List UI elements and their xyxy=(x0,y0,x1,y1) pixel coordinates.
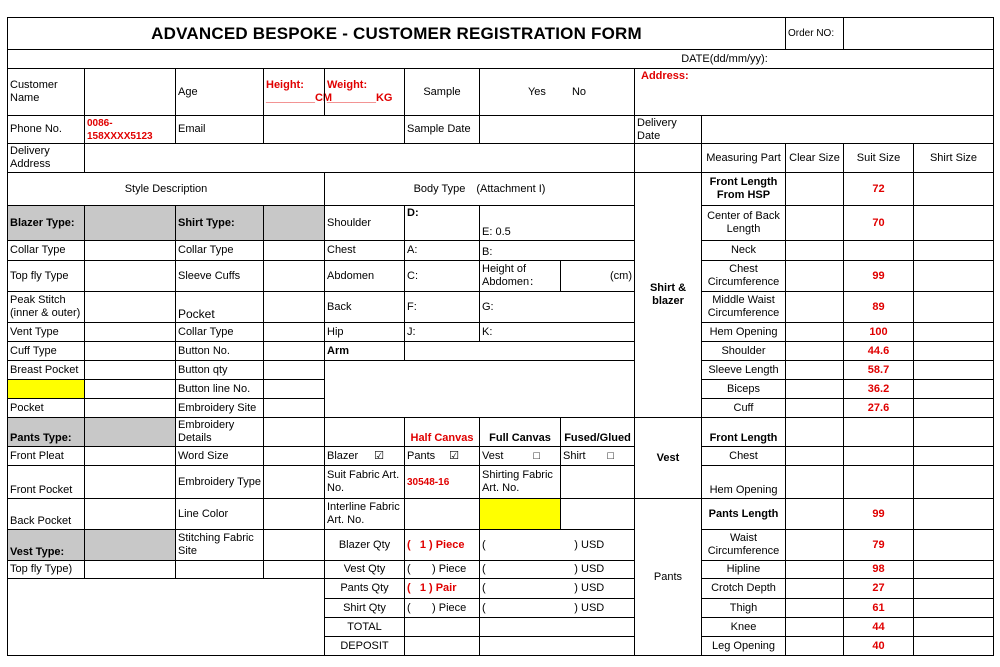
total-field[interactable] xyxy=(404,617,480,637)
qty-field[interactable]: ( ) Piece xyxy=(404,560,480,579)
blazer-item-label xyxy=(7,379,85,399)
shirt-size-field[interactable] xyxy=(913,398,994,418)
shirt-option-label: Shirt xyxy=(563,449,586,462)
line-color-label: Line Color xyxy=(175,498,264,530)
shirt-size-field[interactable] xyxy=(913,446,994,466)
total-price-field[interactable] xyxy=(479,617,635,637)
clear-size-field[interactable] xyxy=(785,617,844,637)
qty-field[interactable]: ( 1 ) Piece xyxy=(404,529,480,561)
price-field[interactable]: ( ) USD xyxy=(479,578,635,599)
interline-fabric-label: Interline Fabric Art. No. xyxy=(324,498,405,530)
word-size-field[interactable] xyxy=(263,446,325,466)
suit-size-value[interactable]: 98 xyxy=(843,560,914,579)
blazer-item-label: Breast Pocket xyxy=(7,360,85,380)
suit-size-value[interactable] xyxy=(843,417,914,447)
shirt-size-field[interactable] xyxy=(913,379,994,399)
checkbox-icon: ☑ xyxy=(449,449,459,462)
qty-label: Pants Qty xyxy=(324,578,405,599)
deposit-price-field[interactable] xyxy=(479,636,635,656)
price-field[interactable]: ( ) USD xyxy=(479,598,635,618)
shirt-item-label: Embroidery Site xyxy=(175,398,264,418)
half-canvas-label: Half Canvas xyxy=(404,417,480,447)
shirt-item-field[interactable] xyxy=(263,379,325,399)
measuring-part-label: Front Length xyxy=(701,417,786,447)
clear-size-field[interactable] xyxy=(785,417,844,447)
deposit-field[interactable] xyxy=(404,636,480,656)
vest-canvas-option[interactable] xyxy=(479,446,561,466)
deposit-label: DEPOSIT xyxy=(324,636,405,656)
body-e: E: 0.5 xyxy=(479,205,635,241)
sample-date-label: Sample Date xyxy=(404,115,480,144)
clear-size-field[interactable] xyxy=(785,291,844,323)
blazer-item-field[interactable] xyxy=(84,240,176,261)
measuring-part-label: Cuff xyxy=(701,398,786,418)
embroidery-details-field[interactable] xyxy=(263,417,325,447)
measuring-part-label: Thigh xyxy=(701,598,786,618)
vest-group-label: Vest xyxy=(634,417,702,499)
qty-label: Vest Qty xyxy=(324,560,405,579)
measuring-part-label: Hem Opening xyxy=(701,465,786,499)
word-size-label: Word Size xyxy=(175,446,264,466)
measuring-part-label: Hem Opening xyxy=(701,322,786,342)
embroidery-details-label: Embroidery Details xyxy=(175,417,264,447)
line-color-field[interactable] xyxy=(263,498,325,530)
suit-size-value[interactable]: 61 xyxy=(843,598,914,618)
measuring-part-label: Biceps xyxy=(701,379,786,399)
shirt-size-field[interactable] xyxy=(913,291,994,323)
pants-item-field[interactable] xyxy=(84,465,176,499)
measuring-part-label: Hipline xyxy=(701,560,786,579)
clear-size-field[interactable] xyxy=(785,529,844,561)
suit-size-value[interactable]: 99 xyxy=(843,498,914,530)
suit-size-value[interactable] xyxy=(843,446,914,466)
suit-size-value[interactable] xyxy=(843,465,914,499)
shirt-size-field[interactable] xyxy=(913,598,994,618)
suit-size-value[interactable]: 27.6 xyxy=(843,398,914,418)
blazer-item-field[interactable] xyxy=(84,398,176,418)
pants-group-label: Pants xyxy=(634,498,702,656)
suit-fabric-label: Suit Fabric Art. No. xyxy=(324,465,405,499)
shirt-blazer-group-label: Shirt & blazer xyxy=(634,172,702,418)
sample-no-option: No xyxy=(571,85,586,98)
weight-field[interactable] xyxy=(324,68,405,116)
shirt-type-field xyxy=(263,205,325,241)
shirt-item-label: Collar Type xyxy=(175,240,264,261)
style-description-header: Style Description xyxy=(7,172,325,206)
clear-size-field[interactable] xyxy=(785,360,844,380)
shirt-item-field[interactable] xyxy=(263,260,325,292)
shirt-size-header: Shirt Size xyxy=(913,143,994,173)
measuring-part-label: Neck xyxy=(701,240,786,261)
suit-size-value[interactable]: 36.2 xyxy=(843,379,914,399)
height-unit: ________CM xyxy=(266,92,333,104)
delivery-date-field[interactable] xyxy=(701,115,994,144)
blazer-item-field[interactable] xyxy=(84,341,176,361)
pants-canvas-option[interactable] xyxy=(404,446,480,466)
vest-option-label: Vest xyxy=(482,449,504,462)
shirt-item-label: Collar Type xyxy=(175,322,264,342)
embroidery-type-label: Embroidery Type xyxy=(175,465,264,499)
order-no-field[interactable] xyxy=(843,17,994,50)
abdomen-label: Abdomen xyxy=(324,260,405,292)
shirt-size-field[interactable] xyxy=(913,465,994,499)
measuring-part-label: Sleeve Length xyxy=(701,360,786,380)
shirt-size-field[interactable] xyxy=(913,322,994,342)
suit-size-value[interactable]: 99 xyxy=(843,260,914,292)
shirting-fabric-label: Shirting Fabric Art. No. xyxy=(479,465,561,499)
clear-size-field[interactable] xyxy=(785,498,844,530)
measuring-part-label: Pants Length xyxy=(701,498,786,530)
measuring-part-label: Crotch Depth xyxy=(701,578,786,599)
measuring-part-label: Front Length From HSP xyxy=(701,172,786,206)
sample-label: Sample xyxy=(404,68,480,116)
stitching-fabric-label: Stitching Fabric Site xyxy=(175,529,264,561)
suit-size-value[interactable]: 44 xyxy=(843,617,914,637)
sample-options[interactable] xyxy=(479,68,635,116)
delivery-date-label: Delivery Date xyxy=(634,115,702,144)
back-label: Back xyxy=(324,291,405,323)
clear-size-field[interactable] xyxy=(785,322,844,342)
shirt-size-field[interactable] xyxy=(913,360,994,380)
measuring-part-label: Chest xyxy=(701,446,786,466)
delivery-address-label: Delivery Address xyxy=(7,143,85,173)
suit-size-value[interactable] xyxy=(843,240,914,261)
blazer-item-field[interactable] xyxy=(84,322,176,342)
clear-size-field[interactable] xyxy=(785,205,844,241)
stitching-fabric-field[interactable] xyxy=(263,529,325,561)
shirt-canvas-option[interactable] xyxy=(560,446,635,466)
suit-size-value[interactable]: 70 xyxy=(843,205,914,241)
blazer-item-label: Top fly Type xyxy=(7,260,85,292)
order-no-label: Order NO: xyxy=(785,17,844,50)
height-abdomen-label: Height of Abdomen： xyxy=(479,260,561,292)
address-field[interactable]: Address: xyxy=(634,68,994,116)
arm-label: Arm xyxy=(324,341,405,361)
measuring-part-label: Waist Circumference xyxy=(701,529,786,561)
pants-item-field[interactable] xyxy=(84,498,176,530)
vest-item-label: Top fly Type) xyxy=(7,560,85,579)
shirt-size-field[interactable] xyxy=(913,529,994,561)
shirt-size-field[interactable] xyxy=(913,341,994,361)
blank-cell xyxy=(175,560,264,579)
shirt-item-field[interactable] xyxy=(263,341,325,361)
blank-cell xyxy=(263,560,325,579)
suit-size-value[interactable]: 58.7 xyxy=(843,360,914,380)
pants-item-label: Back Pocket xyxy=(7,498,85,530)
suit-size-value[interactable]: 44.6 xyxy=(843,341,914,361)
email-label: Email xyxy=(175,115,264,144)
sample-yes-option: Yes xyxy=(527,85,546,98)
clear-size-field[interactable] xyxy=(785,341,844,361)
shirt-size-field[interactable] xyxy=(913,172,994,206)
suit-size-header: Suit Size xyxy=(843,143,914,173)
email-field[interactable] xyxy=(263,115,405,144)
clear-size-field[interactable] xyxy=(785,465,844,499)
notes-area xyxy=(7,578,325,656)
height-label: Height: xyxy=(266,79,304,91)
clear-size-field[interactable] xyxy=(785,260,844,292)
suit-size-value[interactable]: 40 xyxy=(843,636,914,656)
height-abdomen-unit: (cm) xyxy=(560,260,635,292)
body-g: G: xyxy=(479,291,635,323)
blazer-type-field xyxy=(84,205,176,241)
pants-item-label: Front Pleat xyxy=(7,446,85,466)
vest-item-field[interactable] xyxy=(84,560,176,579)
shirt-item-field[interactable] xyxy=(263,360,325,380)
shirt-size-field[interactable] xyxy=(913,560,994,579)
measure-group-header xyxy=(634,143,702,173)
customer-name-label: Customer Name xyxy=(7,68,85,116)
shirt-item-field[interactable] xyxy=(263,322,325,342)
canvas-blank xyxy=(324,417,405,447)
blazer-item-label: Vent Type xyxy=(7,322,85,342)
pants-type-label: Pants Type: xyxy=(7,417,85,447)
blazer-type-label: Blazer Type: xyxy=(7,205,85,241)
body-type-header: Body Type (Attachment I) xyxy=(324,172,635,206)
blazer-item-field[interactable] xyxy=(84,291,176,323)
shirt-item-field[interactable] xyxy=(263,240,325,261)
price-field[interactable]: ( ) USD xyxy=(479,529,635,561)
measuring-part-label: Shoulder xyxy=(701,341,786,361)
suit-size-value[interactable]: 89 xyxy=(843,291,914,323)
price-field[interactable]: ( ) USD xyxy=(479,560,635,579)
measuring-part-label: Chest Circumference xyxy=(701,260,786,292)
blazer-item-label: Collar Type xyxy=(7,240,85,261)
body-c: C: xyxy=(404,260,480,292)
shirt-size-field[interactable] xyxy=(913,417,994,447)
shirt-item-label: Button qty xyxy=(175,360,264,380)
measuring-part-label: Knee xyxy=(701,617,786,637)
suit-size-value[interactable]: 79 xyxy=(843,529,914,561)
shirt-type-label: Shirt Type: xyxy=(175,205,264,241)
shirt-item-field[interactable] xyxy=(263,398,325,418)
clear-size-field[interactable] xyxy=(785,398,844,418)
interline-highlight xyxy=(479,498,561,530)
shirting-fabric-field[interactable] xyxy=(560,465,635,499)
arm-field[interactable] xyxy=(404,341,635,361)
clear-size-field[interactable] xyxy=(785,240,844,261)
shirt-size-field[interactable] xyxy=(913,205,994,241)
suit-size-value[interactable]: 72 xyxy=(843,172,914,206)
total-label: TOTAL xyxy=(324,617,405,637)
pants-item-field[interactable] xyxy=(84,446,176,466)
body-b: B: xyxy=(479,240,635,261)
clear-size-field[interactable] xyxy=(785,598,844,618)
hip-label: Hip xyxy=(324,322,405,342)
sample-date-field[interactable] xyxy=(479,115,635,144)
suit-size-value[interactable]: 100 xyxy=(843,322,914,342)
shirt-size-field[interactable] xyxy=(913,578,994,599)
qty-label: Shirt Qty xyxy=(324,598,405,618)
pants-type-field xyxy=(84,417,176,447)
blazer-item-label: Pocket xyxy=(7,398,85,418)
shirt-size-field[interactable] xyxy=(913,617,994,637)
phone-label: Phone No. xyxy=(7,115,85,144)
qty-field[interactable]: ( ) Piece xyxy=(404,598,480,618)
shirt-item-label: Sleeve Cuffs xyxy=(175,260,264,292)
measuring-part-header: Measuring Part xyxy=(701,143,786,173)
suit-size-value[interactable]: 27 xyxy=(843,578,914,599)
qty-label: Blazer Qty xyxy=(324,529,405,561)
fused-label: Fused/Glued xyxy=(560,417,635,447)
clear-size-field[interactable] xyxy=(785,172,844,206)
vest-type-field xyxy=(84,529,176,561)
height-field[interactable] xyxy=(263,68,333,116)
shirt-size-field[interactable] xyxy=(913,240,994,261)
clear-size-field[interactable] xyxy=(785,379,844,399)
checkbox-icon: ☑ xyxy=(374,449,384,462)
suit-fabric-value[interactable]: 30548-16 xyxy=(404,465,480,499)
body-d: D: xyxy=(404,205,480,241)
date-row: DATE(dd/mm/yy): xyxy=(7,49,994,69)
embroidery-type-field[interactable] xyxy=(263,465,325,499)
interline-fabric-field[interactable] xyxy=(404,498,480,530)
measuring-part-label: Middle Waist Circumference xyxy=(701,291,786,323)
shirt-item-label: Button No. xyxy=(175,341,264,361)
shirt-size-field[interactable] xyxy=(913,498,994,530)
blazer-item-label: Peak Stitch (inner & outer) xyxy=(7,291,85,323)
body-j: J: xyxy=(404,322,480,342)
interline-blank xyxy=(560,498,635,530)
qty-field[interactable]: ( 1 ) Pair xyxy=(404,578,480,599)
clear-size-field[interactable] xyxy=(785,578,844,599)
clear-size-field[interactable] xyxy=(785,446,844,466)
blazer-item-field[interactable] xyxy=(84,379,176,399)
measuring-part-label: Leg Opening xyxy=(701,636,786,656)
measuring-part-label: Center of Back Length xyxy=(701,205,786,241)
blazer-item-label: Cuff Type xyxy=(7,341,85,361)
body-f: F: xyxy=(404,291,480,323)
weight-unit: ________KG xyxy=(327,92,393,104)
shirt-item-label: Button line No. xyxy=(175,379,264,399)
chest-label: Chest xyxy=(324,240,405,261)
form-title: ADVANCED BESPOKE - CUSTOMER REGISTRATION FORM xyxy=(7,17,786,50)
shirt-size-field[interactable] xyxy=(913,636,994,656)
pants-item-label: Front Pocket xyxy=(7,465,85,499)
shirt-size-field[interactable] xyxy=(913,260,994,292)
checkbox-icon: □ xyxy=(607,449,614,462)
customer-name-field[interactable] xyxy=(84,68,176,116)
shoulder-label: Shoulder xyxy=(324,205,405,241)
body-k: K: xyxy=(479,322,635,342)
blazer-canvas-option[interactable] xyxy=(324,446,405,466)
clear-size-field[interactable] xyxy=(785,636,844,656)
shirt-item-field[interactable] xyxy=(263,291,325,323)
pants-option-label: Pants xyxy=(407,449,436,462)
clear-size-field[interactable] xyxy=(785,560,844,579)
body-type-blank xyxy=(324,360,635,418)
body-a: A: xyxy=(404,240,480,261)
vest-type-label: Vest Type: xyxy=(7,529,85,561)
full-canvas-label: Full Canvas xyxy=(479,417,561,447)
age-label: Age xyxy=(175,68,264,116)
weight-label: Weight: xyxy=(327,79,368,91)
phone-value[interactable]: 0086-158XXXX5123 xyxy=(84,115,176,144)
blazer-item-field[interactable] xyxy=(84,260,176,292)
delivery-address-field[interactable] xyxy=(84,143,635,173)
clear-size-header: Clear Size xyxy=(785,143,844,173)
shirt-item-label: Pocket xyxy=(175,291,264,323)
blazer-item-field[interactable] xyxy=(84,360,176,380)
blazer-option-label: Blazer xyxy=(327,449,359,462)
checkbox-icon: □ xyxy=(533,449,540,462)
